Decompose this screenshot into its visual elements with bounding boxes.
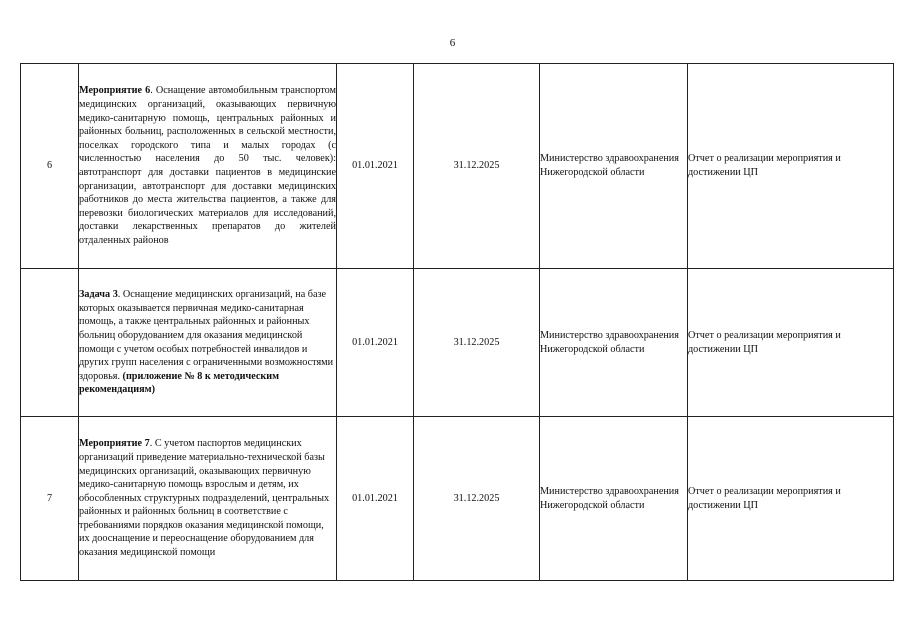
responsible-executor: Министерство здравоохранения Нижегородской области [540,64,688,269]
activity-text: . Оснащение автомобильным транспортом медицинских организаций, оказывающих первичную медико-санитарную помощь, центральных районных и районных больниц, расположенных в сельской местности, поселках городского типа и малых городах (с численностью населения до 50 тыс. человек): автотранспорт для доставки пациентов в медицинские организации, автотранспорт для доставки медицинских работников до места жительства пациентов, а также для перевозки биологических материалов для исследований, доставки лекарственных препаратов до жителей отдаленных районов [79,85,336,246]
activities-table [20,63,894,581]
start-date: 01.01.2021 [337,417,414,581]
report-form: Отчет о реализации мероприятия и достижении ЦП [688,417,894,581]
activity-description [79,64,337,269]
row-number: 6 [21,64,79,269]
end-date: 31.12.2025 [414,269,540,417]
table-row [21,417,894,581]
end-date: 31.12.2025 [414,417,540,581]
start-date: 01.01.2021 [337,269,414,417]
start-date: 01.01.2021 [337,64,414,269]
activity-title: Мероприятие 7 [79,438,150,450]
end-date: 31.12.2025 [414,64,540,269]
task-text: . Оснащение медицинских организаций, на базе которых оказывается первичная медико-санитарная помощь, а также центральных районных и районных больниц оборудованием для оказания медицинской помощи с учетом особых потребностей инвалидов и других групп населения с ограниченными возможностями здоровья. [79,289,334,382]
report-form: Отчет о реализации мероприятия и достижении ЦП [688,64,894,269]
activity-title: Мероприятие 6 [79,85,151,97]
task-appendix-note: (приложение № 8 к методическим рекомендациям) [79,370,280,396]
responsible-executor: Министерство здравоохранения Нижегородской области [540,269,688,417]
row-number [21,269,79,417]
activity-description [79,417,337,581]
page-number: 6 [449,37,456,49]
table-row [21,269,894,417]
table-row [21,64,894,269]
task-title: Задача 3 [79,289,118,301]
report-form: Отчет о реализации мероприятия и достижении ЦП [688,269,894,417]
activity-text: . С учетом паспортов медицинских организаций приведение материально-технической базы медицинских организаций, оказывающих первичную медико-санитарную помощь взрослым и детям, их обособленных структурных подразделений, центральных районных и районных больниц в соответствие с требованиями порядков оказания медицинской помощи, их дооснащение и переоснащение оборудованием для оказания медицинской помощи [79,438,330,559]
responsible-executor: Министерство здравоохранения Нижегородской области [540,417,688,581]
row-number: 7 [21,417,79,581]
task-description [79,269,337,417]
